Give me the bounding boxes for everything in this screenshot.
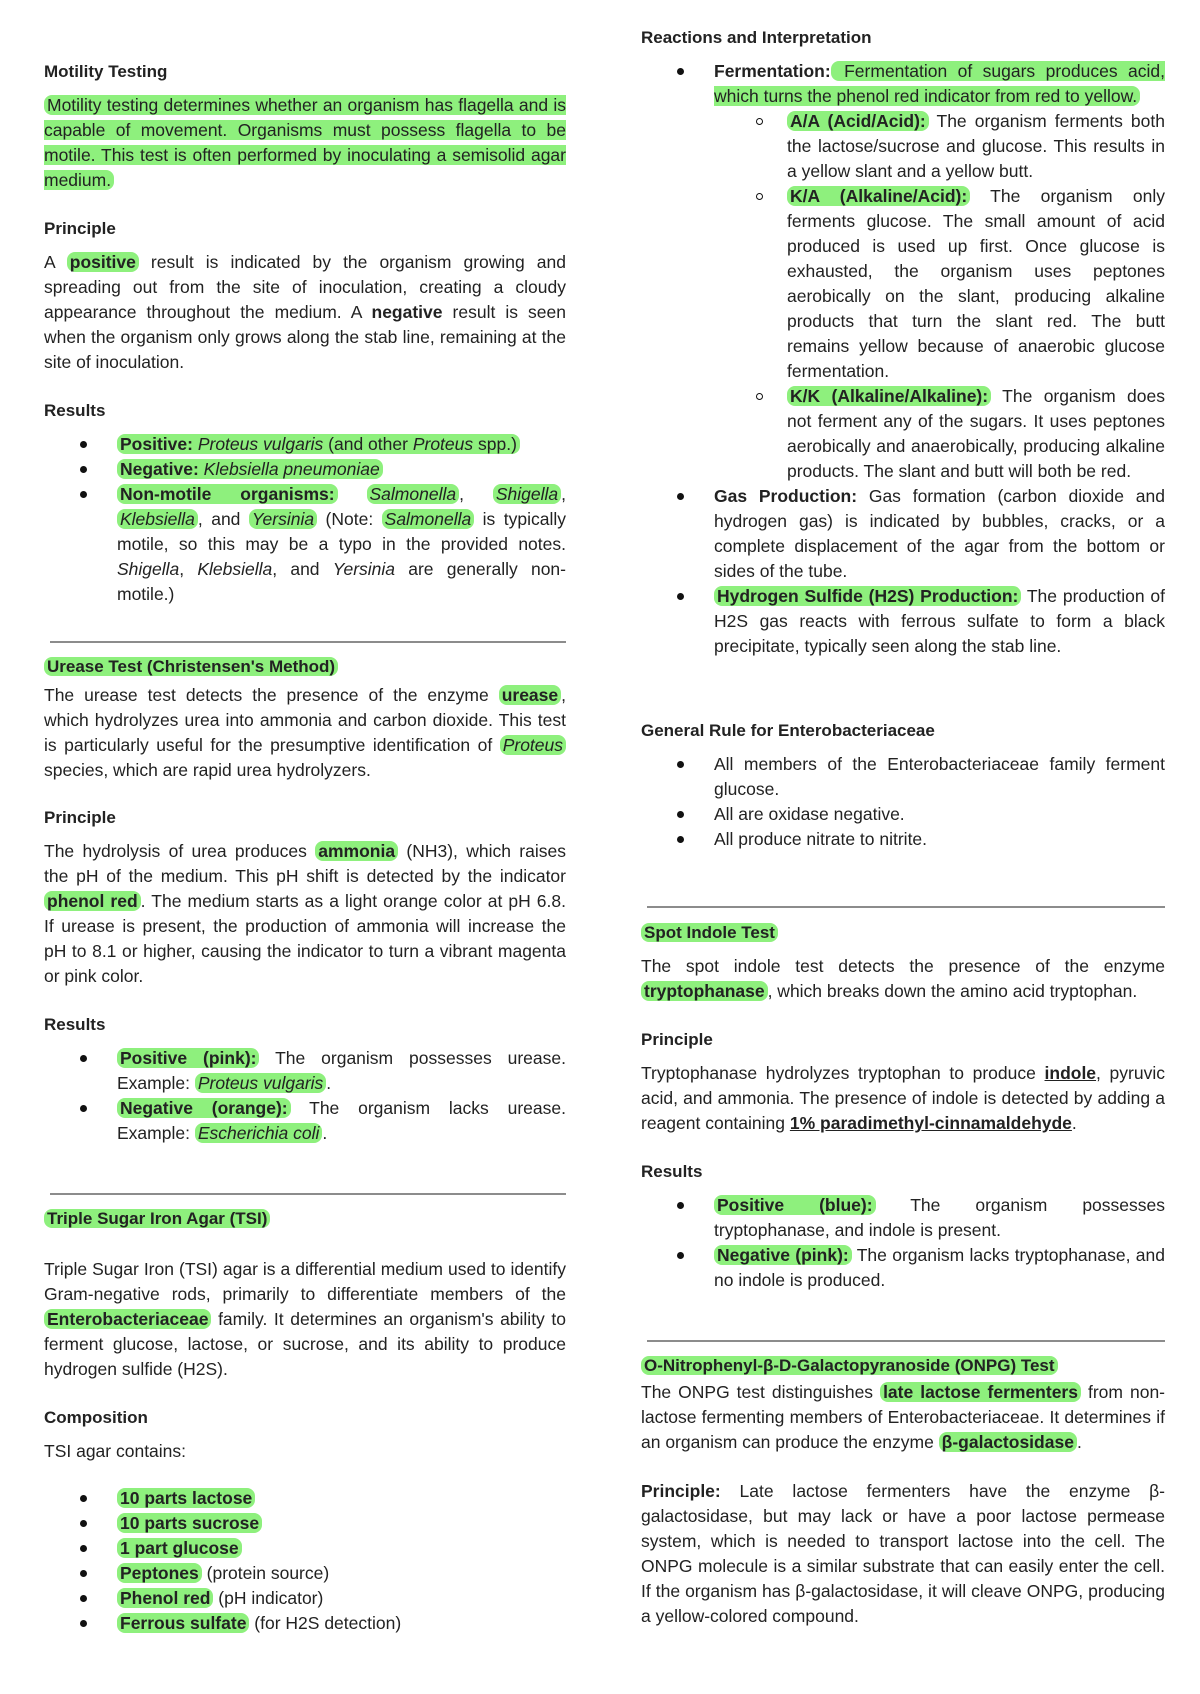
list-item: All members of the Enterobacteriaceae family ferment glucose.	[641, 752, 1165, 802]
urease-results-list	[44, 1046, 566, 1146]
urease-principle-text: The hydrolysis of urea produces ammonia (NH3), which raises the pH of the medium. This pH shift is detected by the indicator phenol red . The medium starts as a light orange color at pH 6.8. If urease is present, the production of ammonia will increase the pH to 8.1 or higher, causing the indicator to turn a vibrant magenta or pink color.	[44, 841, 566, 986]
list-item: K/K (Alkaline/Alkaline): The organism does not ferment any of the sugars. It uses peptones aerobically and anaerobically, producing alkaline products. The slant and butt will both be red.	[714, 384, 1165, 484]
indole-results-heading: Results	[641, 1162, 703, 1181]
urease-section	[44, 655, 566, 1146]
list-item: Non-motile organisms: Salmonella , Shigella , Klebsiella , and Yersinia (Note: Salmonella is typically motile, so this may be a typo in the provided notes. Shigella, Klebsiella, and Yersinia are generally non-motile.)	[44, 482, 566, 607]
entero-list	[641, 752, 1165, 852]
list-item: K/A (Alkaline/Acid): The organism only ferments glucose. The small amount of acid produced is used up first. Once glucose is exhausted, the organism uses peptones aerobically on the slant, producing alkaline products that turn the slant red. The butt remains yellow because of anaerobic glucose fermentation.	[714, 184, 1165, 384]
motility-results-heading: Results	[44, 401, 106, 420]
indole-title: Spot Indole Test	[641, 921, 1165, 945]
list-item: Hydrogen Sulfide (H2S) Production: The production of H2S gas reacts with ferrous sulfate to form a black precipitate, typically seen along the stab line.	[641, 584, 1165, 659]
list-item: All produce nitrate to nitrite.	[641, 827, 1165, 852]
motility-title: Motility Testing	[44, 62, 168, 81]
list-item: 10 parts sucrose	[44, 1511, 566, 1536]
section-divider	[50, 1193, 566, 1195]
motility-results-list	[44, 432, 566, 607]
list-item: Phenol red (pH indicator)	[44, 1586, 566, 1611]
list-item: Positive: Proteus vulgaris (and other Proteus spp.)	[44, 432, 566, 457]
list-item: Positive (blue): The organism possesses tryptophanase, and indole is present.	[641, 1193, 1165, 1243]
section-divider	[647, 1340, 1165, 1342]
urease-title: Urease Test (Christensen's Method)	[44, 655, 566, 679]
list-item: Peptones (protein source)	[44, 1561, 566, 1586]
indole-results-list	[641, 1193, 1165, 1293]
list-item: Ferrous sulfate (for H2S detection)	[44, 1611, 566, 1636]
urease-results-heading: Results	[44, 1015, 106, 1034]
urease-principle-heading: Principle	[44, 808, 116, 827]
tsi-reactions-heading: Reactions and Interpretation	[641, 28, 872, 47]
entero-title: General Rule for Enterobacteriaceae	[641, 721, 935, 740]
list-item: Negative (pink): The organism lacks tryptophanase, and no indole is produced.	[641, 1243, 1165, 1293]
tsi-composition-list	[44, 1486, 566, 1636]
list-item: 1 part glucose	[44, 1536, 566, 1561]
list-item: Fermentation: Fermentation of sugars produces acid, which turns the phenol red indicator from red to yellow. A/A (Acid/Acid): The organism ferments both the lactose/sucrose and glucose. This results in a yellow slant and a yellow butt. K/A (Alkaline/Acid): The organism only ferments glucose. The small amount of acid produced is used up first. Once glucose is exhausted, the organism uses peptones aerobically on the slant, producing alkaline products that turn the slant red. The butt remains yellow because of anaerobic glucose fermentation. K/K (Alkaline/Alkaline): The organism does not ferment any of the sugars. It uses peptones aerobically and anaerobically, producing alkaline products. The slant and butt will both be red.	[641, 59, 1165, 484]
indole-section	[641, 921, 1165, 1293]
list-item: 10 parts lactose	[44, 1486, 566, 1511]
list-item: Negative: Klebsiella pneumoniae	[44, 457, 566, 482]
urease-intro: The urease test detects the presence of the enzyme urease , which hydrolyzes urea into ammonia and carbon dioxide. This test is particularly useful for the presumptive identification of Proteus species, which are rapid urea hydrolyzers.	[44, 685, 566, 780]
motility-principle-heading: Principle	[44, 219, 116, 238]
tsi-reactions-list	[641, 59, 1165, 659]
tsi-title: Triple Sugar Iron Agar (TSI)	[44, 1207, 566, 1231]
onpg-intro: The ONPG test distinguishes late lactose fermenters from non-lactose fermenting members of Enterobacteriaceae. It determines if an organism can produce the enzyme β-galactosidase .	[641, 1382, 1165, 1452]
tsi-reactions-section	[641, 26, 1165, 659]
entero-section	[641, 719, 1165, 852]
list-item: All are oxidase negative.	[641, 802, 1165, 827]
motility-section	[44, 60, 566, 607]
section-divider	[647, 906, 1165, 908]
fermentation-sublist	[714, 109, 1165, 484]
motility-principle-text: A positive result is indicated by the organism growing and spreading out from the site of inoculation, creating a cloudy appearance throughout the medium. A negative result is seen when the organism only grows along the stab line, remaining at the site of inoculation.	[44, 252, 566, 372]
onpg-principle: Principle: Late lactose fermenters have the enzyme β-galactosidase, but may lack or have a poor lactose permease system, which is needed to transport lactose into the cell. The ONPG molecule is a similar substrate that can easily enter the cell. If the organism has β-galactosidase, it will cleave ONPG, producing a yellow-colored compound.	[641, 1481, 1165, 1626]
tsi-section	[44, 1207, 566, 1636]
indole-intro: The spot indole test detects the presence of the enzyme tryptophanase , which breaks down the amino acid tryptophan.	[641, 956, 1165, 1001]
section-divider	[50, 641, 566, 643]
list-item: Gas Production: Gas formation (carbon dioxide and hydrogen gas) is indicated by bubbles, cracks, or a complete displacement of the agar from the bottom or sides of the tube.	[641, 484, 1165, 584]
list-item: A/A (Acid/Acid): The organism ferments both the lactose/sucrose and glucose. This results in a yellow slant and a yellow butt.	[714, 109, 1165, 184]
indole-principle-heading: Principle	[641, 1030, 713, 1049]
indole-principle-text: Tryptophanase hydrolyzes tryptophan to produce indole, pyruvic acid, and ammonia. The presence of indole is detected by adding a reagent containing 1% paradimethyl-cinnamaldehyde.	[641, 1063, 1165, 1133]
tsi-intro: Triple Sugar Iron (TSI) agar is a differential medium used to identify Gram-negative rods, primarily to differentiate members of the Enterobacteriaceae family. It determines an organism's ability to ferment glucose, lactose, or sucrose, and its ability to produce hydrogen sulfide (H2S).	[44, 1259, 566, 1379]
motility-intro: Motility testing determines whether an organism has flagella and is capable of movement. Organisms must possess flagella to be motile. This test is often performed by inoculating a semisolid agar medium.	[44, 95, 566, 190]
list-item: Negative (orange): The organism lacks urease. Example: Escherichia coli .	[44, 1096, 566, 1146]
list-item: Positive (pink): The organism possesses urease. Example: Proteus vulgaris .	[44, 1046, 566, 1096]
tsi-composition-lead: TSI agar contains:	[44, 1441, 187, 1461]
onpg-title: O-Nitrophenyl-β-D-Galactopyranoside (ONPG) Test	[641, 1354, 1165, 1378]
onpg-section	[641, 1354, 1165, 1629]
tsi-composition-heading: Composition	[44, 1408, 148, 1427]
